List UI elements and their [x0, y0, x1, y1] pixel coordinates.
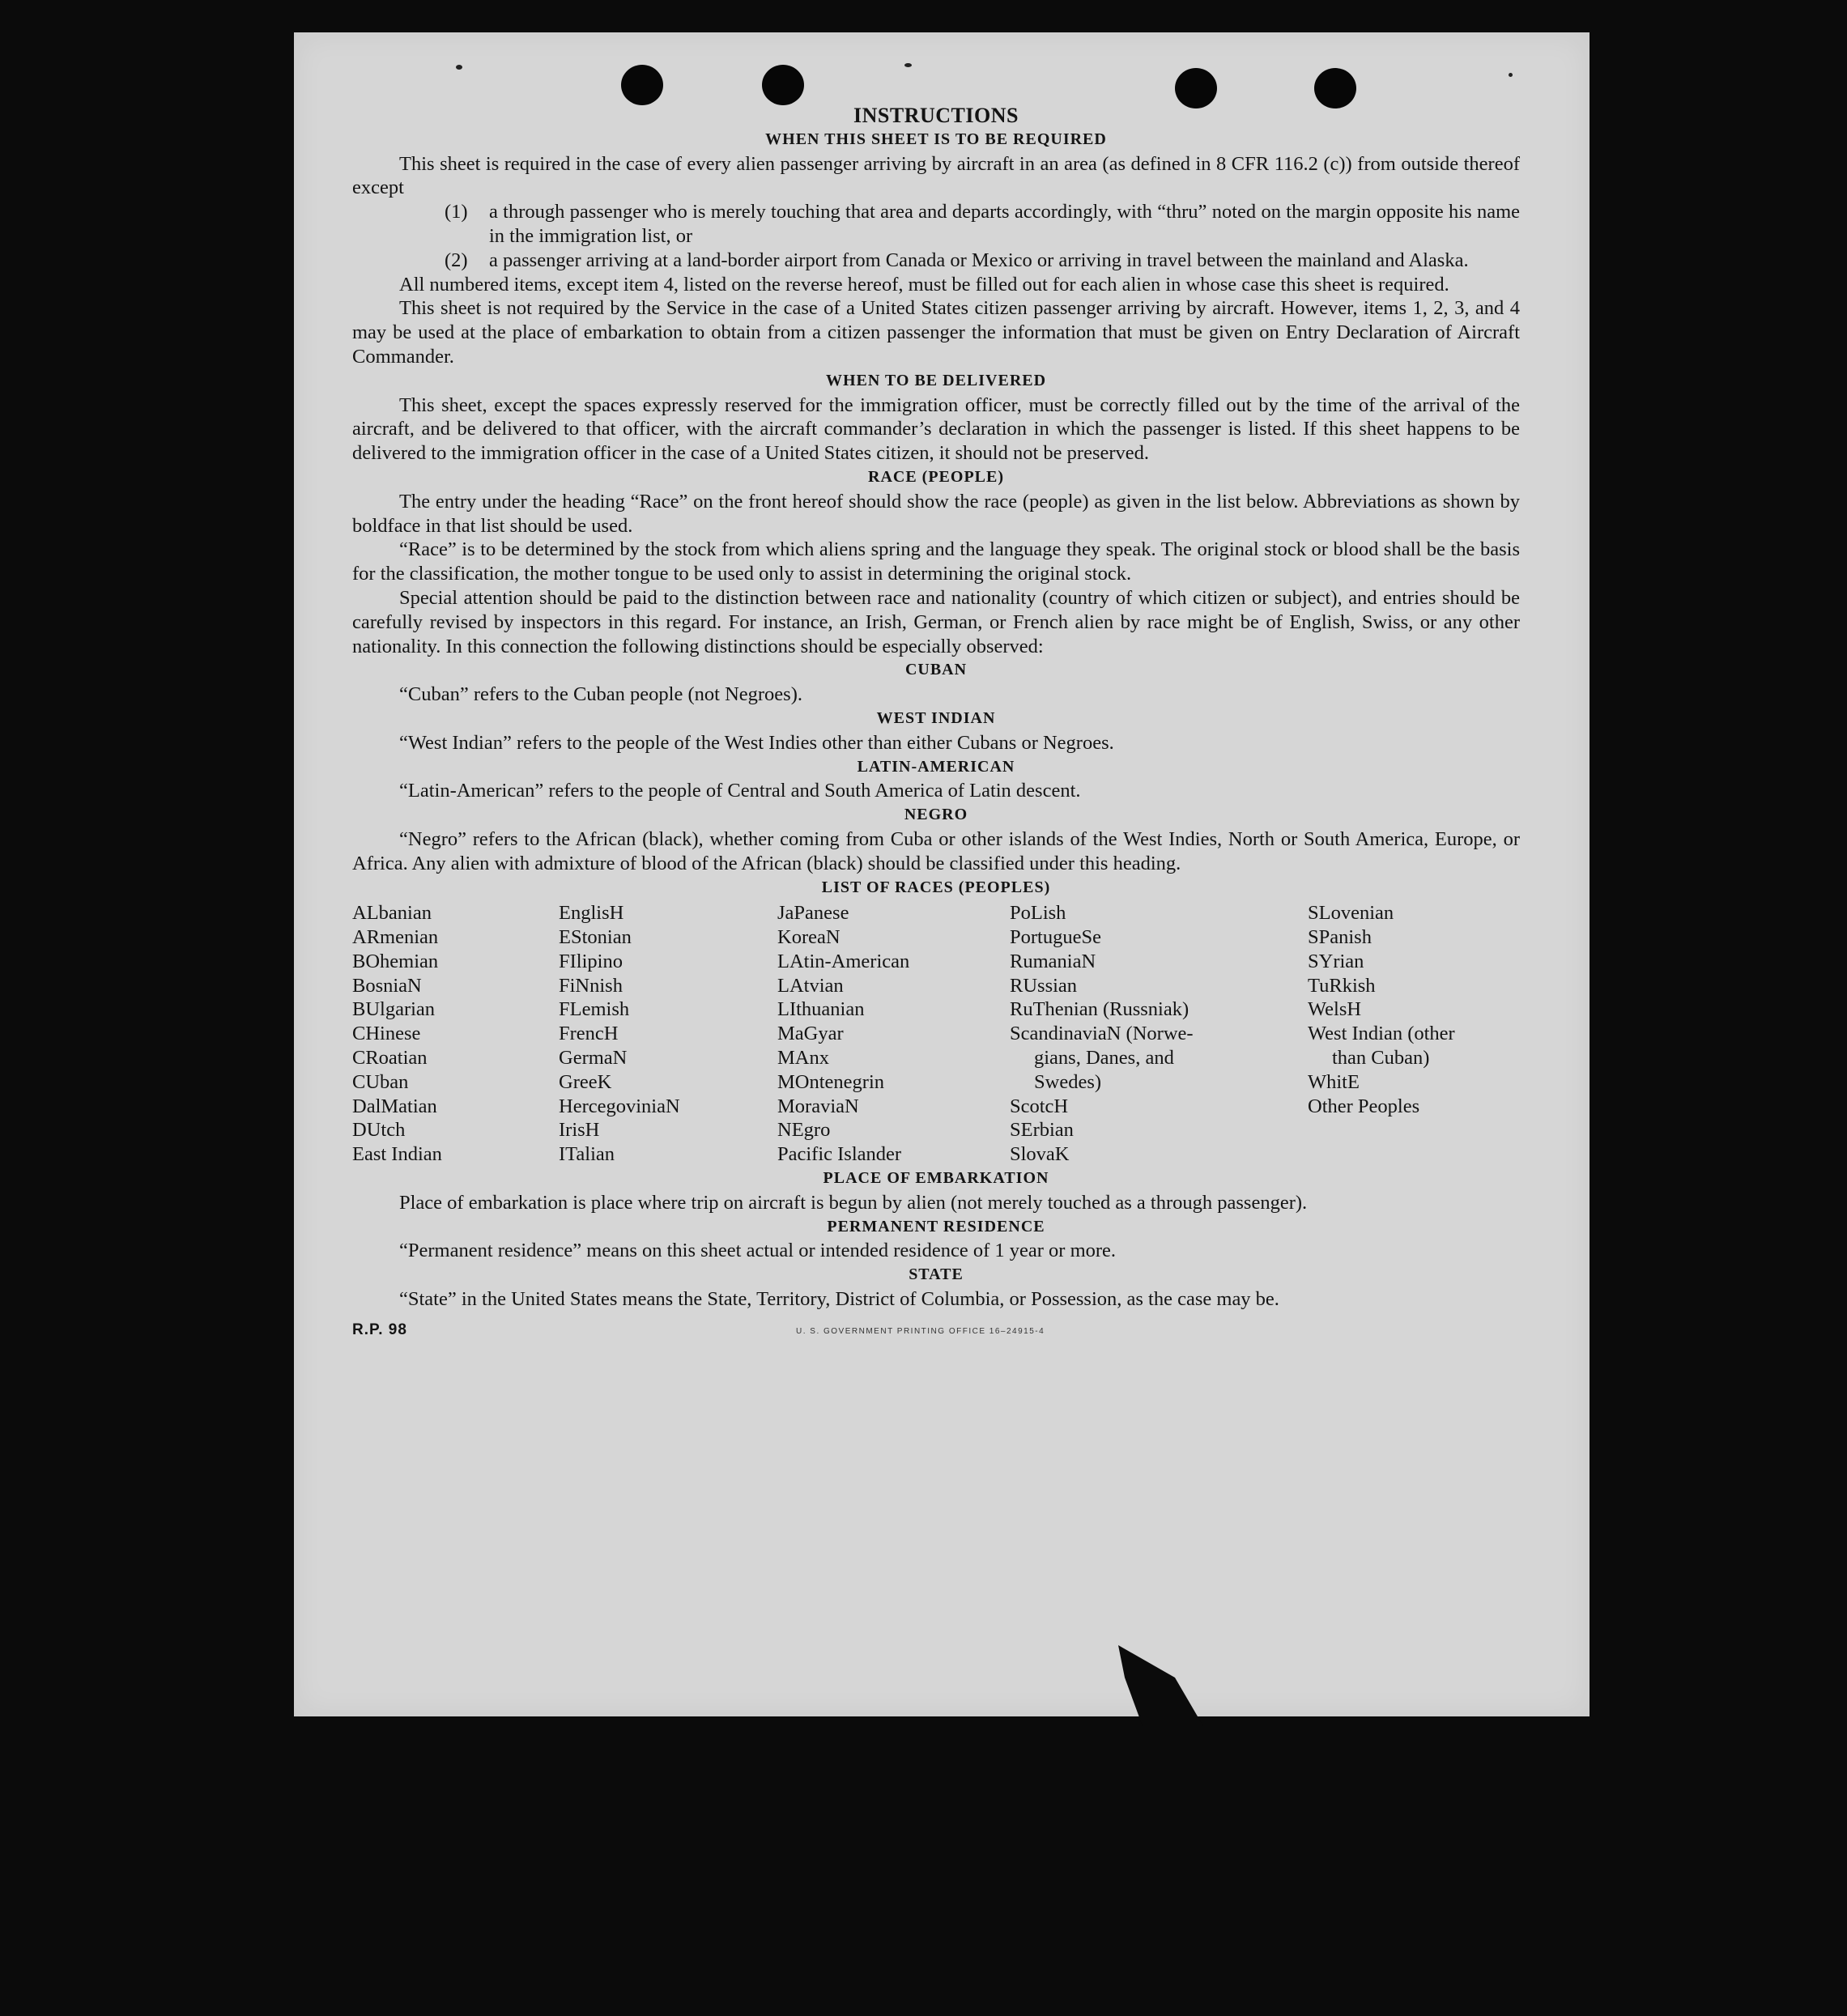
race-entry: West Indian (other: [1308, 1023, 1455, 1045]
ink-speck: [1509, 73, 1513, 77]
race-entry: NEgro: [777, 1119, 831, 1142]
binder-hole-2: [762, 65, 804, 105]
race-entry: CRoatian: [352, 1047, 428, 1070]
heading-state: STATE: [909, 1265, 964, 1284]
race-entry: MoraviaN: [777, 1095, 859, 1117]
race-entry: FIlipino: [559, 950, 623, 972]
race-entry: Pacific Islander: [777, 1143, 902, 1166]
paragraph: Special attention should be paid to the distinction between race and nationality (country of which citizen or subject), and entries should be carefully revised by inspectors in this regard. For instance, an Irish, German, or French alien by race might be of English, Swiss, or any other nationality. In this connection the following distinctions should be especially observed:: [352, 586, 1520, 657]
race-entry: FiNnish: [559, 974, 623, 997]
heading-permanent-residence: PERMANENT RESIDENCE: [827, 1217, 1045, 1236]
races-column-3: [777, 901, 1010, 1167]
race-entry: SErbian: [1010, 1119, 1074, 1142]
paragraph: “State” in the United States means the State, Territory, District of Columbia, or Possession, as the case may be.: [399, 1288, 1279, 1311]
race-entry: than Cuban): [1332, 1047, 1430, 1070]
document-body: [352, 104, 1520, 1344]
race-entry: RUssian: [1010, 974, 1078, 997]
race-entry: RuThenian (Russniak): [1010, 998, 1189, 1021]
paragraph: This sheet, except the spaces expressly reserved for the immigration officer, must be correctly filled out by the time of the arrival of the aircraft, and be delivered to that officer, with the aircraft commander’s declaration in which the passenger is listed. If this sheet happens to be delivered to the immigration officer in the case of a United States citizen, it should not be preserved.: [352, 393, 1520, 465]
paragraph: “Latin-American” refers to the people of Central and South America of Latin descent.: [399, 780, 1081, 802]
page-footer: [352, 1316, 1520, 1344]
ink-speck: [904, 63, 912, 67]
race-entry: ScandinaviaN (Norwe-: [1010, 1023, 1194, 1045]
item-number: (2): [445, 249, 468, 271]
heading-when-delivered: WHEN TO BE DELIVERED: [825, 371, 1047, 389]
heading-west-indian: WEST INDIAN: [876, 708, 996, 727]
race-entry: WelsH: [1308, 998, 1362, 1021]
heading-latin-american: LATIN-AMERICAN: [857, 757, 1015, 776]
form-number: R.P. 98: [352, 1321, 407, 1338]
races-column-1: [352, 901, 559, 1167]
race-entry: HercegoviniaN: [559, 1095, 680, 1117]
list-item: [352, 249, 1520, 273]
list-item: [352, 200, 1520, 249]
race-entry: DUtch: [352, 1119, 406, 1142]
race-entry: gians, Danes, and: [1034, 1047, 1174, 1070]
paragraph: “Permanent residence” means on this sheet actual or intended residence of 1 year or more.: [399, 1240, 1117, 1262]
heading-negro: NEGRO: [904, 806, 968, 824]
heading-embarkation: PLACE OF EMBARKATION: [823, 1169, 1049, 1188]
paragraph: The entry under the heading “Race” on the front hereof should show the race (people) as given in the list below. Abbreviations as shown by boldface in that list should be used.: [352, 490, 1520, 537]
race-entry: LAtin-American: [777, 950, 910, 972]
document-page: [294, 32, 1590, 1716]
heading-when-required: WHEN THIS SHEET IS TO BE REQUIRED: [765, 130, 1107, 148]
race-entry: GermaN: [559, 1047, 628, 1070]
race-entry: EnglisH: [559, 902, 624, 925]
race-entry: PortugueSe: [1010, 926, 1101, 949]
race-entry: Swedes): [1034, 1070, 1102, 1093]
heading-race: RACE (PEOPLE): [868, 467, 1004, 486]
paragraph: “West Indian” refers to the people of the West Indies other than either Cubans or Negroes.: [399, 731, 1114, 754]
race-entry: CHinese: [352, 1023, 421, 1045]
item-text: a through passenger who is merely touching that area and departs accordingly, with “thru” noted on the margin opposite his name in the immigration list, or: [489, 201, 1520, 247]
race-entry: IrisH: [559, 1119, 600, 1142]
race-entry: BosniaN: [352, 974, 422, 997]
race-entry: ARmenian: [352, 926, 439, 949]
race-entry: DalMatian: [352, 1095, 437, 1117]
races-column-4: [1010, 901, 1308, 1167]
paragraph: “Race” is to be determined by the stock from which aliens spring and the language they speak. The original stock or blood shall be the basis for the classification, the mother tongue to be used only to assist in determining the original stock.: [352, 538, 1520, 585]
binder-hole-1: [621, 65, 663, 105]
race-entry: SlovaK: [1010, 1143, 1070, 1166]
race-entry: FrencH: [559, 1023, 619, 1045]
race-entry: SPanish: [1308, 926, 1372, 949]
race-entry: East Indian: [352, 1143, 442, 1166]
race-entry: MaGyar: [777, 1023, 844, 1045]
torn-corner: [1118, 1645, 1215, 1726]
race-entry: MAnx: [777, 1047, 829, 1070]
paragraph: This sheet is not required by the Service in the case of a United States citizen passenger arriving by aircraft. However, items 1, 2, 3, and 4 may be used at the place of embarkation to obtain from a citizen passenger the information that must be given on Entry Declaration of Aircraft Commander.: [352, 297, 1520, 368]
page-title: INSTRUCTIONS: [853, 104, 1019, 127]
race-entry: SYrian: [1308, 950, 1364, 972]
race-entry: Other Peoples: [1308, 1095, 1420, 1117]
races-list: [352, 901, 1520, 1167]
race-entry: GreeK: [559, 1070, 612, 1093]
paragraph: This sheet is required in the case of every alien passenger arriving by aircraft in an area (as defined in 8 CFR 116.2 (c)) from outside thereof except: [352, 152, 1520, 199]
race-entry: PoLish: [1010, 902, 1066, 925]
ink-speck: [456, 65, 462, 70]
race-entry: JaPanese: [777, 902, 849, 925]
races-column-5: [1308, 901, 1520, 1167]
race-entry: CUban: [352, 1070, 409, 1093]
race-entry: ScotcH: [1010, 1095, 1069, 1117]
race-entry: SLovenian: [1308, 902, 1394, 925]
item-number: (1): [445, 201, 468, 223]
race-entry: MOntenegrin: [777, 1070, 884, 1093]
item-text: a passenger arriving at a land-border airport from Canada or Mexico or arriving in travel between the mainland and Alaska.: [489, 249, 1469, 271]
race-entry: KoreaN: [777, 926, 841, 949]
printer-imprint: U. S. GOVERNMENT PRINTING OFFICE 16–24915-4: [796, 1326, 1045, 1336]
binder-hole-4: [1314, 68, 1356, 108]
binder-hole-3: [1175, 68, 1217, 108]
race-entry: BUlgarian: [352, 998, 436, 1021]
paragraph: “Cuban” refers to the Cuban people (not Negroes).: [399, 683, 802, 706]
race-entry: FLemish: [559, 998, 630, 1021]
heading-list-of-races: LIST OF RACES (PEOPLES): [821, 878, 1051, 896]
race-entry: BOhemian: [352, 950, 439, 972]
race-entry: ITalian: [559, 1143, 615, 1166]
race-entry: RumaniaN: [1010, 950, 1096, 972]
race-entry: EStonian: [559, 926, 632, 949]
race-entry: TuRkish: [1308, 974, 1376, 997]
paragraph: Place of embarkation is place where trip on aircraft is begun by alien (not merely touched as a through passenger).: [399, 1191, 1308, 1214]
race-entry: LIthuanian: [777, 998, 865, 1021]
race-entry: ALbanian: [352, 902, 432, 925]
heading-cuban: CUBAN: [904, 661, 968, 679]
race-entry: WhitE: [1308, 1070, 1360, 1093]
race-entry: LAtvian: [777, 974, 844, 997]
paragraph: “Negro” refers to the African (black), whether coming from Cuba or other islands of the West Indies, North or South America, Europe, or Africa. Any alien with admixture of blood of the African (black) should be classified under this heading.: [352, 827, 1520, 874]
races-column-2: [559, 901, 777, 1167]
paragraph: All numbered items, except item 4, listed on the reverse hereof, must be filled out for each alien in whose case this sheet is required.: [399, 273, 1449, 296]
